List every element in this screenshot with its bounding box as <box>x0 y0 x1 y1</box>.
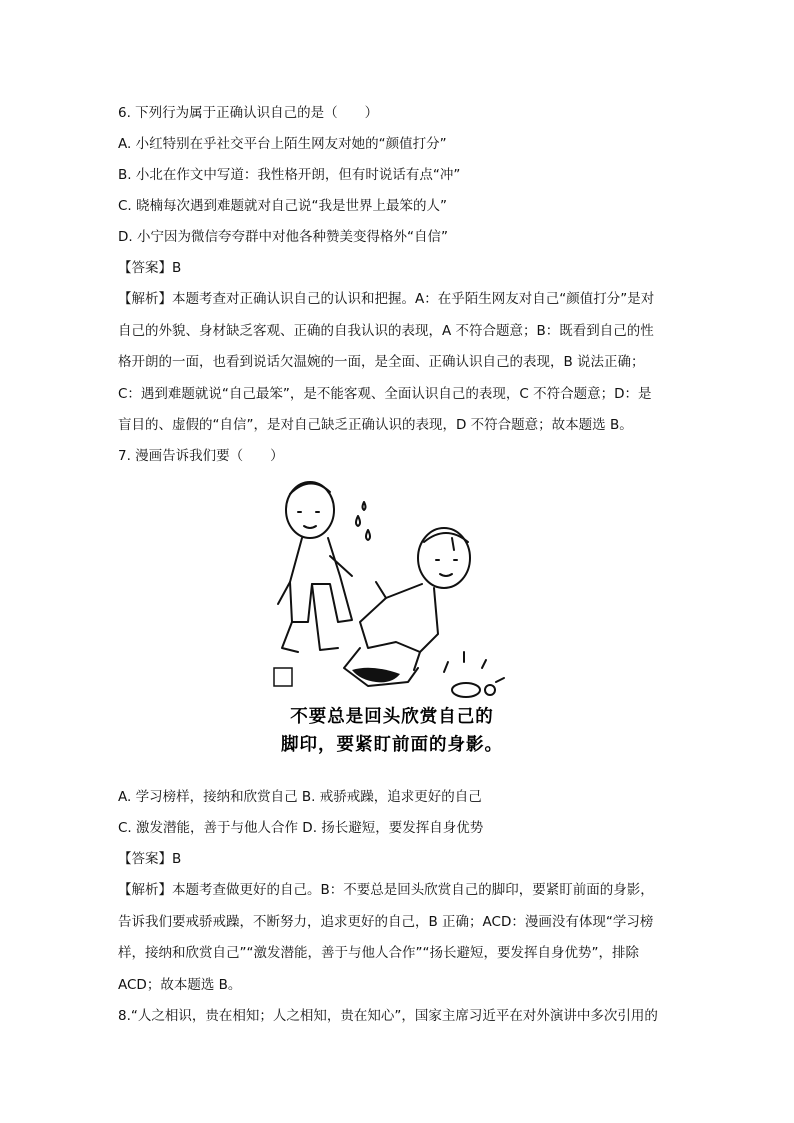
cartoon-caption-line: 不要总是回头欣赏自己的 <box>290 707 494 727</box>
question-7-analysis-line: 样，接纳和欣赏自己”“激发潜能，善于与他人合作”“扬长避短，要发挥自身优势”，排除 <box>118 945 639 961</box>
question-6-analysis-line: 格开朗的一面，也看到说话欠温婉的一面，是全面、正确认识自己的表现，B 说法正确； <box>118 354 645 370</box>
question-8-stem: 8.“人之相识，贵在相知；人之相知，贵在知心”，国家主席习近平在对外演讲中多次引用的 <box>118 1008 658 1024</box>
question-6-option-b: B. 小北在作文中写道：我性格开朗，但有时说话有点“冲” <box>118 167 461 183</box>
seal-stamp <box>274 668 292 686</box>
question-6-analysis-line: 自己的外貌、身材缺乏客观、正确的自我认识的表现，A 不符合题意；B：既看到自己的性 <box>118 323 654 339</box>
question-6-analysis-line: 盲目的、虚假的“自信”，是对自己缺乏正确认识的表现，D 不符合题意；故本题选 B。 <box>118 417 633 433</box>
question-6-analysis-line: C：遇到难题就说“自己最笨”，是不能客观、全面认识自己的表现，C 不符合题意；D：是 <box>118 386 652 402</box>
question-6-option-d: D. 小宁因为微信夸夸群中对他各种赞美变得格外“自信” <box>118 229 448 245</box>
question-7-options-line: C. 激发潜能，善于与他人合作 D. 扬长避短，要发挥自身优势 <box>118 820 484 836</box>
question-7-analysis-line: 告诉我们要戒骄戒躁，不断努力，追求更好的自己，B 正确；ACD：漫画没有体现“学习榜 <box>118 914 654 930</box>
question-6-stem: 6. 下列行为属于正确认识自己的是（ ） <box>118 105 379 121</box>
cartoon-illustration <box>268 472 516 764</box>
question-7-answer: 【答案】B <box>118 851 182 867</box>
question-6-answer: 【答案】B <box>118 260 182 276</box>
question-7-stem: 7. 漫画告诉我们要（ ） <box>118 448 284 464</box>
question-7-options-line: A. 学习榜样，接纳和欣赏自己 B. 戒骄戒躁，追求更好的自己 <box>118 789 482 805</box>
question-6-option-c: C. 晓楠每次遇到难题就对自己说“我是世界上最笨的人” <box>118 198 447 214</box>
question-7-analysis-line: ACD；故本题选 B。 <box>118 977 242 993</box>
question-6-analysis-line: 【解析】本题考查对正确认识自己的认识和把握。A：在乎陌生网友对自己“颜值打分”是对 <box>118 291 655 307</box>
question-6-option-a: A. 小红特别在乎社交平台上陌生网友对她的“颜值打分” <box>118 136 447 152</box>
cartoon-caption-line: 脚印，要紧盯前面的身影。 <box>281 735 503 755</box>
question-7-analysis-line: 【解析】本题考查做更好的自己。B：不要总是回头欣赏自己的脚印，要紧盯前面的身影， <box>118 882 654 898</box>
